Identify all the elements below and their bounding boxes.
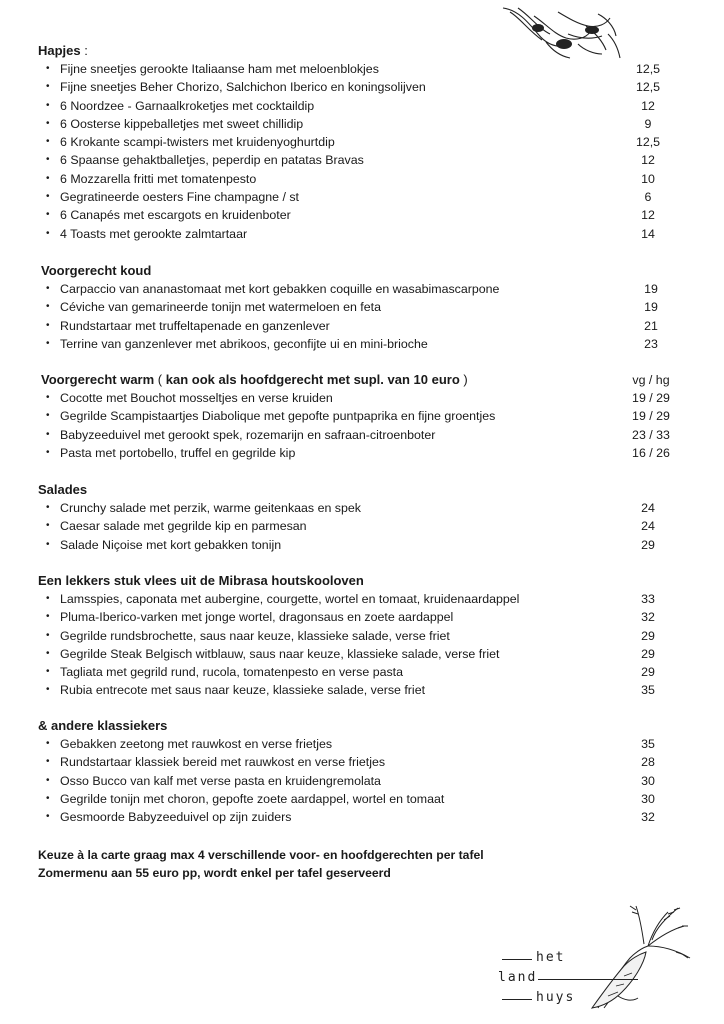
bullet-icon: •: [46, 154, 50, 166]
section-title-note: kan ook als hoofdgerecht met supl. van 10 euro: [165, 372, 460, 387]
menu-item: [38, 317, 678, 335]
bullet-icon: •: [46, 410, 50, 422]
item-price: 29: [641, 537, 655, 552]
item-price: 24: [641, 501, 655, 515]
item-price: 12,5: [635, 62, 661, 76]
item-name: Lamsspies, caponata met aubergine, courgette, wortel en tomaat, kruidenaardappel: [60, 592, 520, 606]
item-name: Rundstartaar met truffeltapenade en ganzenlever: [60, 318, 330, 333]
bullet-icon: •: [46, 337, 50, 349]
item-price: 9: [644, 116, 652, 131]
item-price: 30: [641, 791, 655, 806]
item-name: 4 Toasts met gerookte zalmtartaar: [60, 226, 248, 241]
item-name: 6 Noordzee - Garnaalkroketjes met cocktaildip: [60, 98, 315, 113]
bullet-icon: •: [46, 647, 50, 659]
item-price: 30: [641, 773, 655, 788]
bullet-icon: •: [46, 117, 50, 129]
item-name: Gebakken zeetong met rauwkost en verse frietjes: [60, 737, 333, 751]
item-price: 16 / 26: [632, 445, 670, 460]
section-title: [41, 371, 678, 389]
menu-item: [38, 97, 678, 115]
bullet-icon: •: [46, 81, 50, 93]
section-title: [38, 42, 678, 60]
section-title: [38, 572, 678, 590]
bullet-icon: •: [46, 136, 50, 148]
item-price: 19: [644, 282, 658, 296]
item-name: Gegratineerde oesters Fine champagne / st: [60, 190, 299, 205]
item-name: Osso Bucco van kalf met verse pasta en kruidengremolata: [60, 773, 381, 788]
menu-item: [38, 663, 678, 681]
bullet-icon: •: [46, 446, 50, 458]
bullet-icon: •: [46, 538, 50, 550]
menu-item: [38, 225, 678, 243]
item-name: Rubia entrecote met saus naar keuze, klassieke salade, verse friet: [60, 683, 426, 698]
bullet-icon: •: [46, 792, 50, 804]
section-title-text: & andere klassiekers: [38, 718, 168, 733]
menu-item: [38, 608, 678, 626]
logo-rule: [538, 979, 638, 980]
section-title: [38, 717, 678, 735]
logo-rule: [502, 999, 532, 1000]
footer-notes: [38, 846, 484, 882]
item-name: Caesar salade met gegrilde kip en parmesan: [60, 519, 307, 534]
menu-item: [38, 151, 678, 169]
menu-item: [38, 590, 678, 608]
item-price: 19 / 29: [632, 409, 670, 424]
item-name: Fijne sneetjes Beher Chorizo, Salchichon Iberico en koningsolijven: [60, 80, 426, 95]
section-vlees-mibrasa: [38, 572, 678, 700]
item-name: Pluma-Iberico-varken met jonge wortel, dragonsaus en zoete aardappel: [60, 610, 454, 625]
item-price: 29: [641, 665, 655, 680]
section-voorgerecht-warm: [41, 371, 678, 462]
item-price: 6: [644, 190, 652, 205]
bullet-icon: •: [46, 172, 50, 184]
item-price: 12,5: [635, 135, 661, 150]
menu-item: [38, 60, 678, 78]
menu-item: [38, 170, 678, 188]
item-price: 21: [644, 318, 658, 333]
section-title-text: Een lekkers stuk vlees uit de Mibrasa houtskooloven: [38, 573, 364, 588]
item-name: Rundstartaar klassiek bereid met rauwkost en verse frietjes: [60, 755, 386, 770]
item-name: Cocotte met Bouchot mosseltjes en verse kruiden: [60, 391, 333, 405]
section-title-text: Salades: [38, 482, 88, 497]
item-name: Babyzeeduivel met gerookt spek, rozemarijn en safraan-citroenboter: [60, 427, 436, 442]
menu-item: [38, 426, 678, 444]
item-price: 33: [641, 592, 655, 606]
bullet-icon: •: [46, 63, 50, 74]
item-name: Fijne sneetjes gerookte Italiaanse ham met meloenblokjes: [60, 62, 379, 76]
bullet-icon: •: [46, 392, 50, 403]
menu-list: [38, 389, 678, 462]
bullet-icon: •: [46, 99, 50, 111]
menu-item: [38, 298, 678, 316]
item-price: 35: [641, 737, 655, 751]
bullet-icon: •: [46, 227, 50, 239]
item-name: Tagliata met gegrild rund, rucola, tomatenpesto en verse pasta: [60, 665, 404, 680]
item-price: 19: [644, 300, 658, 315]
menu-item: [38, 753, 678, 771]
item-price: 32: [641, 610, 655, 625]
item-price: 29: [641, 646, 655, 661]
footer-note-line: Zomermenu aan 55 euro pp, wordt enkel per tafel geserveerd: [38, 866, 391, 880]
item-name: Carpaccio van ananastomaat met kort gebakken coquille en wasabimascarpone: [60, 282, 500, 296]
item-name: 6 Krokante scampi-twisters met kruidenyoghurtdip: [60, 135, 335, 150]
bullet-icon: •: [46, 666, 50, 678]
section-title-text: Voorgerecht warm: [41, 372, 155, 387]
section-title-note-open: (: [154, 372, 166, 387]
menu-item: [38, 133, 678, 151]
menu-item: [38, 645, 678, 663]
item-name: Gegrilde Scampistaartjes Diabolique met gepofte puntpaprika en fijne groentjes: [60, 409, 496, 424]
section-hapjes: [38, 42, 678, 243]
section-title: [41, 262, 678, 280]
price-column-header: vg / hg: [632, 373, 670, 387]
menu-item: [38, 444, 678, 462]
item-name: Céviche van gemarineerde tonijn met watermeloen en feta: [60, 300, 381, 315]
item-price: 14: [641, 226, 655, 241]
bullet-icon: •: [46, 593, 50, 604]
item-price: 23: [644, 336, 658, 351]
bullet-icon: •: [46, 191, 50, 203]
menu-item: [38, 499, 678, 517]
menu-item: [38, 115, 678, 133]
menu-item: [38, 206, 678, 224]
menu-list: [38, 499, 678, 554]
item-name: Salade Niçoise met kort gebakken tonijn: [60, 537, 282, 552]
item-name: Gegrilde Steak Belgisch witblauw, saus naar keuze, klassieke salade, verse friet: [60, 646, 500, 661]
section-andere-klassiekers: [38, 717, 678, 826]
section-title-suffix: :: [80, 43, 88, 58]
menu-item: [38, 389, 678, 407]
section-title-text: Voorgerecht koud: [41, 263, 152, 278]
item-name: Pasta met portobello, truffel en gegrilde kip: [60, 445, 296, 460]
menu-item: [38, 78, 678, 96]
section-title: [38, 481, 678, 499]
item-price: 24: [641, 519, 655, 534]
menu-item: [38, 280, 678, 298]
menu-item: [38, 188, 678, 206]
section-title-note-close: ): [459, 372, 468, 387]
menu-list: [38, 280, 678, 353]
menu-item: [38, 335, 678, 353]
item-price: 10: [641, 171, 655, 186]
logo-rule: [502, 959, 532, 960]
item-name: Terrine van ganzenlever met abrikoos, geconfijte ui en mini-brioche: [60, 336, 428, 351]
item-price: 12: [641, 98, 655, 113]
bullet-icon: •: [46, 428, 50, 440]
item-price: 12: [641, 153, 655, 168]
bullet-icon: •: [46, 301, 50, 313]
menu-item: [38, 407, 678, 425]
bullet-icon: •: [46, 611, 50, 623]
item-price: 23 / 33: [632, 427, 670, 442]
menu-item: [38, 772, 678, 790]
item-price: 32: [641, 810, 655, 825]
menu-item: [38, 790, 678, 808]
item-name: Gegrilde tonijn met choron, gepofte zoete aardappel, wortel en tomaat: [60, 791, 445, 806]
item-name: 6 Mozzarella fritti met tomatenpesto: [60, 171, 257, 186]
menu-item: [38, 536, 678, 554]
item-price: 19 / 29: [632, 391, 670, 405]
bullet-icon: •: [46, 756, 50, 768]
item-price: 28: [641, 755, 655, 770]
het-land-huys-logo: [498, 950, 628, 1010]
footer-note-line: Keuze à la carte graag max 4 verschillende voor- en hoofdgerechten per tafel: [38, 848, 484, 862]
item-price: 35: [641, 683, 655, 698]
logo-word-land: land: [498, 970, 538, 985]
item-name: 6 Oosterse kippeballetjes met sweet chillidip: [60, 116, 304, 131]
menu-list: [38, 590, 678, 700]
item-price: 29: [641, 628, 655, 643]
item-name: Gesmoorde Babyzeeduivel op zijn zuiders: [60, 810, 292, 825]
bullet-icon: •: [46, 629, 50, 641]
bullet-icon: •: [46, 738, 50, 749]
menu-item: [38, 808, 678, 826]
item-price: 12: [641, 208, 655, 223]
item-name: Crunchy salade met perzik, warme geitenkaas en spek: [60, 501, 361, 515]
bullet-icon: •: [46, 520, 50, 532]
item-price: 12,5: [635, 80, 661, 95]
bullet-icon: •: [46, 774, 50, 786]
item-name: 6 Canapés met escargots en kruidenboter: [60, 208, 291, 223]
menu-list: [38, 60, 678, 243]
logo-word-huys: huys: [536, 990, 576, 1005]
logo-word-het: het: [536, 950, 566, 965]
menu-item: [38, 681, 678, 699]
section-title-text: Hapjes: [38, 43, 81, 58]
bullet-icon: •: [46, 502, 50, 513]
bullet-icon: •: [46, 811, 50, 823]
bullet-icon: •: [46, 283, 50, 294]
menu-item: [38, 627, 678, 645]
menu-list: [38, 735, 678, 826]
section-voorgerecht-koud: [41, 262, 678, 353]
section-salades: [38, 481, 678, 554]
bullet-icon: •: [46, 319, 50, 331]
bullet-icon: •: [46, 209, 50, 221]
item-name: Gegrilde rundsbrochette, saus naar keuze, klassieke salade, verse friet: [60, 628, 450, 643]
item-name: 6 Spaanse gehaktballetjes, peperdip en patatas Bravas: [60, 153, 364, 168]
bullet-icon: •: [46, 684, 50, 696]
menu-item: [38, 735, 678, 753]
menu-item: [38, 517, 678, 535]
